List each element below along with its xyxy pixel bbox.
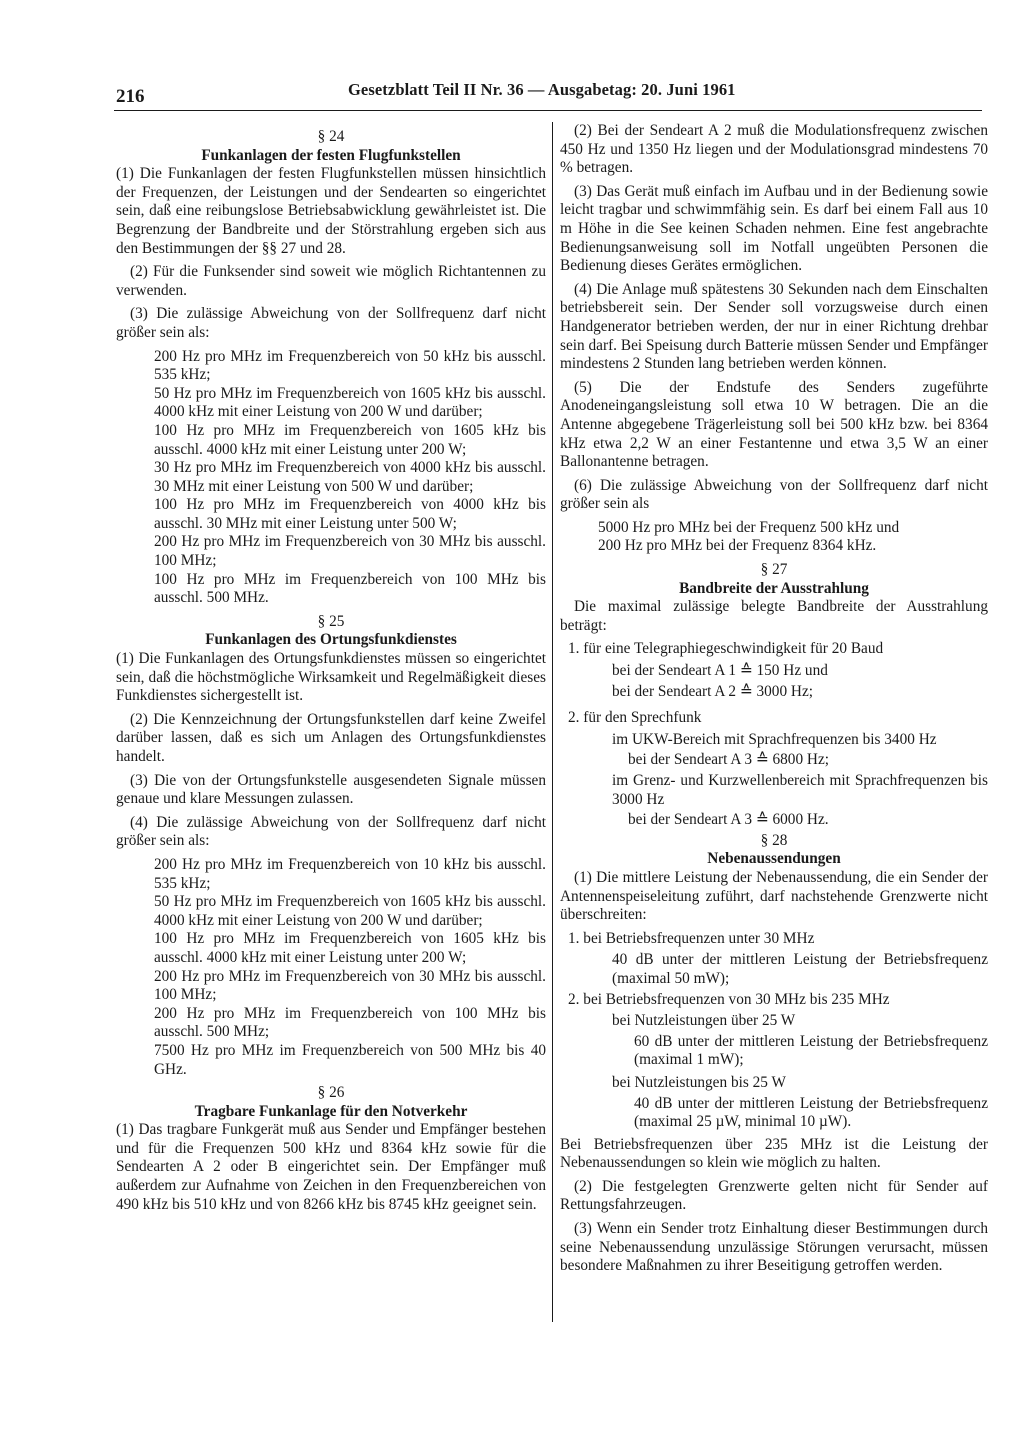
list-item: 30 Hz pro MHz im Frequenzbereich von 4000 kHz bis ausschl. 30 MHz mit einer Leistung von 500 W und darüber; — [154, 459, 546, 495]
list-item: 1. bei Betriebsfrequenzen unter 30 MHz — [568, 929, 815, 947]
paragraph: (4) Die Anlage muß spätestens 30 Sekunden nach dem Einschalten betriebsbereit sein. Der Sender soll vorzugsweise durch einen Handgenerator betrieben werden, der nur in einer Richtung drehbar sein darf. Bei Speisung durch Batterie müssen Sender und Empfänger mindestens 2 Stunden lang betrieben werden können. — [560, 280, 988, 373]
section-number: § 24 — [317, 128, 345, 145]
list-item: 200 Hz pro MHz im Frequenzbereich von 30 MHz bis ausschl. 100 MHz; — [154, 533, 546, 570]
list-item: 100 Hz pro MHz im Frequenzbereich von 1605 kHz bis ausschl. 4000 kHz mit einer Leistung unter 200 W; — [154, 930, 546, 966]
list-item: bei der Sendeart A 1 ≙ 150 Hz und — [612, 662, 828, 680]
list-item: 100 Hz pro MHz im Frequenzbereich von 4000 kHz bis ausschl. 30 MHz mit einer Leistung unter 500 W; — [154, 496, 546, 532]
paragraph: (3) Wenn ein Sender trotz Einhaltung dieser Bestimmungen durch seine Nebenaussendung unzulässige Störungen verursacht, müssen besondere Maßnahmen zu ihrer Beseitigung getroffen werden. — [560, 1220, 988, 1275]
list-item: 200 Hz pro MHz bei der Frequenz 8364 kHz. — [598, 537, 877, 555]
running-head: Gesetzblatt Teil II Nr. 36 — Ausgabetag: 20. Juni 1961 — [348, 80, 736, 99]
paragraph: (2) Die Kennzeichnung der Ortungsfunkstellen darf keine Zweifel darüber lassen, daß es sich um Anlagen des Ortungsfunkdienstes handelt. — [116, 710, 546, 765]
section-number: § 25 — [317, 612, 345, 630]
header-rule — [114, 110, 982, 111]
list-item: im UKW-Bereich mit Sprachfrequenzen bis 3400 Hz — [612, 730, 937, 748]
section-title: Funkanlagen der festen Flugfunkstellen — [201, 146, 461, 164]
list-item: 2. für den Sprechfunk — [568, 709, 702, 727]
list-item: 200 Hz pro MHz im Frequenzbereich von 100 MHz bis ausschl. 500 MHz; — [154, 1004, 546, 1041]
section-number: § 28 — [760, 831, 788, 849]
list-item: 200 Hz pro MHz im Frequenzbereich von 50 kHz bis ausschl. 535 kHz; — [154, 347, 546, 384]
list-item: bei Nutzleistungen über 25 W — [612, 1012, 796, 1030]
list-item: 2. bei Betriebsfrequenzen von 30 MHz bis 235 MHz — [568, 990, 890, 1008]
list-item: 100 Hz pro MHz im Frequenzbereich von 1605 kHz bis ausschl. 4000 kHz mit einer Leistung unter 200 W; — [154, 421, 546, 458]
paragraph: (1) Die mittlere Leistung der Nebenaussendung, die ein Sender der Antennenspeiseleitung zuführt, darf nachstehende Grenzwerte nicht überschreiten: — [560, 868, 988, 924]
paragraph: (3) Die von der Ortungsfunkstelle ausgesendeten Signale müssen genaue und klare Messungen zulassen. — [116, 771, 546, 808]
section-title: Funkanlagen des Ortungsfunkdienstes — [205, 631, 457, 649]
paragraph: (2) Für die Funksender sind soweit wie möglich Richtantennen zu verwenden. — [116, 263, 546, 299]
left-column — [116, 128, 546, 1219]
list-item: bei der Sendeart A 3 ≙ 6800 Hz; — [628, 751, 830, 769]
paragraph: (1) Die Funkanlagen der festen Flugfunkstellen müssen hinsichtlich der Frequenzen, der Leistungen und der Sendearten so eingerichtet sein, daß eine reibungslose Betriebsabwicklung gewährleistet ist. Die Begrenzung der Bandbreite und der Störstrahlung ergeben sich aus den Bestimmungen der §§ 27 und 28. — [116, 165, 546, 257]
paragraph: (3) Die zulässige Abweichung von der Sollfrequenz darf nicht größer sein als: — [116, 305, 546, 341]
paragraph: (4) Die zulässige Abweichung von der Sollfrequenz darf nicht größer sein als: — [116, 813, 546, 850]
paragraph: (2) Die festgelegten Grenzwerte gelten nicht für Sender auf Rettungsfahrzeugen. — [560, 1177, 988, 1214]
list-item: 50 Hz pro MHz im Frequenzbereich von 1605 kHz bis ausschl. 4000 kHz mit einer Leistung von 200 W und darüber; — [154, 893, 546, 929]
list-item: 1. für eine Telegraphiegeschwindigkeit für 20 Baud — [568, 640, 884, 658]
right-column — [560, 122, 988, 1281]
paragraph: (6) Die zulässige Abweichung von der Sollfrequenz darf nicht größer sein als — [560, 476, 988, 513]
list-item: 200 Hz pro MHz im Frequenzbereich von 30 MHz bis ausschl. 100 MHz; — [154, 967, 546, 1004]
list-item: 200 Hz pro MHz im Frequenzbereich von 10 kHz bis ausschl. 535 kHz; — [154, 855, 546, 892]
list-item: 60 dB unter der mittleren Leistung der Betriebsfrequenz (maximal 1 mW); — [634, 1032, 988, 1069]
page-number: 216 — [116, 86, 145, 107]
section-number: § 26 — [317, 1084, 345, 1102]
list-item: bei der Sendeart A 2 ≙ 3000 Hz; — [612, 682, 814, 700]
list-item: bei der Sendeart A 3 ≙ 6000 Hz. — [628, 811, 829, 829]
list-item: bei Nutzleistungen bis 25 W — [612, 1073, 786, 1091]
list-item: 100 Hz pro MHz im Frequenzbereich von 100 MHz bis ausschl. 500 MHz. — [154, 570, 546, 607]
section-title: Tragbare Funkanlage für den Notverkehr — [194, 1102, 468, 1120]
paragraph: Bei Betriebsfrequenzen über 235 MHz ist die Leistung der Nebenaussendungen so klein wie möglich zu halten. — [560, 1135, 988, 1172]
list-item: 50 Hz pro MHz im Frequenzbereich von 1605 kHz bis ausschl. 4000 kHz mit einer Leistung von 200 W und darüber; — [154, 384, 546, 421]
section-title: Bandbreite der Ausstrahlung — [679, 579, 869, 597]
list-item: 40 dB unter der mittleren Leistung der Betriebsfrequenz (maximal 25 µW, minimal 10 µW). — [634, 1094, 988, 1131]
paragraph: Die maximal zulässige belegte Bandbreite der Ausstrahlung beträgt: — [560, 598, 988, 634]
paragraph: (2) Bei der Sendeart A 2 muß die Modulationsfrequenz zwischen 450 Hz und 1350 Hz liegen und der Modulationsgrad mindestens 70 % betragen. — [560, 122, 988, 177]
paragraph: (3) Das Gerät muß einfach im Aufbau und in der Bedienung sowie leicht tragbar und schwimmfähig sein. Es darf bei einem Fall aus 10 m Höhe in die See keinen Schaden nehmen. Eine fest angebrachte Bedienungsanweisung soll im Notfall ungeübten Personen die Bedienung dieses Gerätes ermöglichen. — [560, 182, 988, 275]
section-number: § 27 — [760, 561, 788, 579]
paragraph: (5) Die der Endstufe des Senders zugeführte Anodeneingangsleistung soll etwa 10 W betragen. Die an die Antenne abgegebene Trägerleistung soll bei 500 kHz bzw. bei 8364 kHz etwa 2,2 W an einer Festantenne und etwa 3,5 W an einer Ballonantenne betragen. — [560, 378, 988, 471]
column-divider — [552, 122, 553, 1322]
paragraph: (1) Die Funkanlagen des Ortungsfunkdienstes müssen so eingerichtet sein, daß die höchstmögliche Wirksamkeit und Regelmäßigkeit dieses Funkdienstes sichergestellt ist. — [116, 650, 546, 705]
paragraph: (1) Das tragbare Funkgerät muß aus Sender und Empfänger bestehen und für die Frequenzen 500 kHz und 8364 kHz sowie für die Sendearten A 2 oder B eingerichtet sein. Der Empfänger muß außerdem zur Aufnahme von Zeichen in den Frequenzbereichen von 490 kHz bis 510 kHz und von 8266 kHz bis 8745 kHz geeignet sein. — [116, 1121, 546, 1213]
section-title: Nebenaussendungen — [707, 850, 841, 868]
list-item: 5000 Hz pro MHz bei der Frequenz 500 kHz und — [598, 518, 900, 536]
list-item: 40 dB unter der mittleren Leistung der Betriebsfrequenz (maximal 50 mW); — [612, 951, 988, 987]
list-item: im Grenz- und Kurzwellenbereich mit Sprachfrequenzen bis 3000 Hz — [612, 772, 988, 808]
list-item: 7500 Hz pro MHz im Frequenzbereich von 500 MHz bis 40 GHz. — [154, 1041, 546, 1078]
